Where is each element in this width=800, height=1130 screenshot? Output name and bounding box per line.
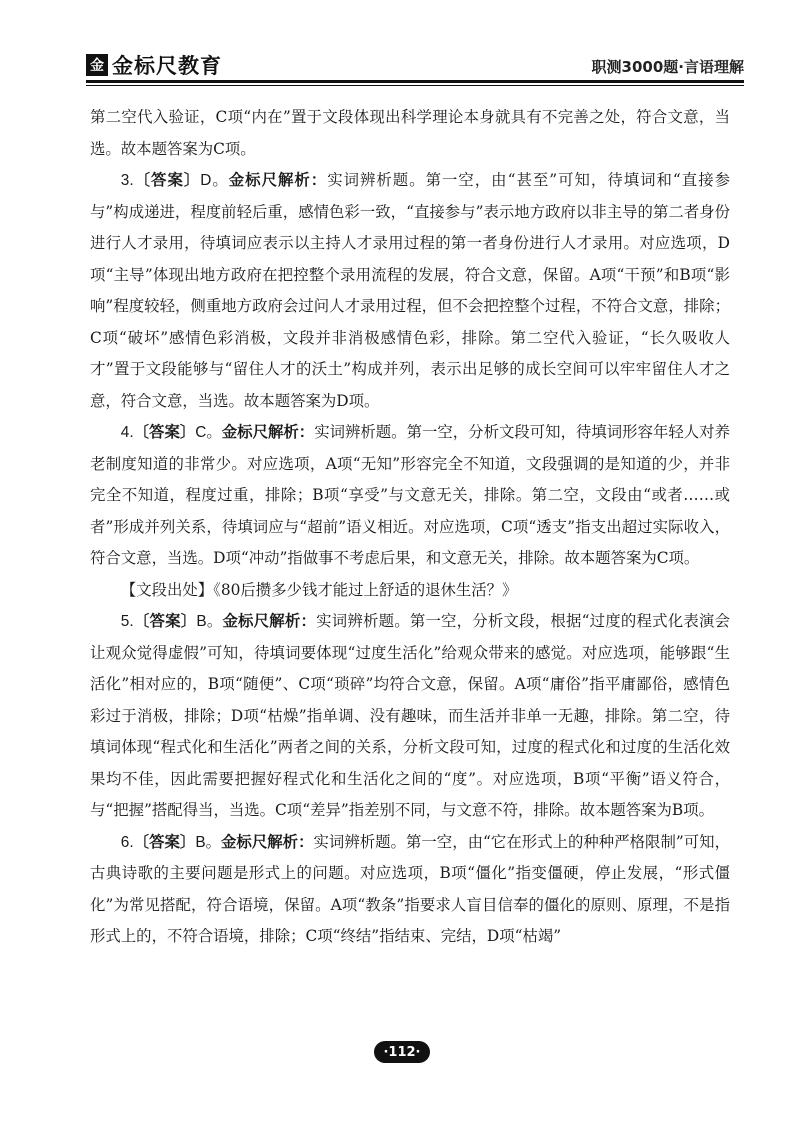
answer-explanations [90, 102, 730, 953]
analysis-label: 金标尺解析： [228, 171, 328, 189]
item-number: 4. [120, 424, 134, 441]
answer-item-4 [90, 417, 730, 575]
answer-tag: 〔答案〕 [133, 423, 196, 441]
analysis-body: 实词辨析题。第一空，分析文段可知，待填词形容年轻人对养老制度知道的非常少。对应选项，A项“无知”形容完全不知道，文段强调的是知道的少，并非完全不知道，程度过重，排除；B项“享受”与文意无关，排除。第二空，文段由“或者……或者”形成并列关系，待填词应与“超前”语义相近。对应选项，C项“透支”指支出超过实际收入，符合文意，当选。D项“冲动”指做事不考虑后果，和文意无关，排除。故本题答案为C项。 [90, 423, 730, 567]
brand-logo [86, 50, 222, 80]
item-number: 6. [120, 833, 134, 851]
paragraph-continued: 第二空代入验证，C项“内在”置于文段体现出科学理论本身就具有不完善之处，符合文意，当选。故本题答案为C项。 [90, 108, 730, 158]
source-citation: 【文段出处】《80后攒多少钱才能过上舒适的退休生活？》 [120, 580, 518, 599]
analysis-label: 金标尺解析： [222, 612, 317, 630]
logo-mark-icon: 金 [86, 54, 108, 76]
answer-letter: C。 [195, 424, 222, 441]
page-number: ·112· [374, 1041, 430, 1063]
analysis-body: 实词辨析题。第一空，由“甚至”可知，待填词和“直接参与”构成递进，程度前轻后重，感情色彩一致，“直接参与”表示地方政府以非主导的第二者身份进行人才录用，待填词应表示以主持人才录用过程的第一者身份进行人才录用。对应选项，D项“主导”体现出地方政府在把控整个录用流程的发展，符合文意，保留。A项“干预”和B项“影响”程度较轻，侧重地方政府会过问人才录用过程，但不会把控整个过程，不符合文意，排除；C项“破坏”感情色彩消极，文段并非消极感情色彩，排除。第二空代入验证，“长久吸收人才”置于文段能够与“留住人才的沃土”构成并列，表示出足够的成长空间可以牢牢留住人才之意，符合文意，当选。故本题答案为D项。 [90, 171, 730, 410]
header-divider [86, 80, 744, 83]
answer-item-6 [90, 827, 730, 953]
answer-tag: 〔答案〕 [133, 612, 197, 630]
answer-tag: 〔答案〕 [133, 832, 196, 851]
analysis-body: 实词辨析题。第一空，分析文段，根据“过度的程式化表演会让观众觉得虚假”可知，待填词要体现“过度生活化”给观众带来的感觉。对应选项，能够跟“生活化”相对应的，B项“随便”、C项“琐碎”均符合文意，保留。A项“庸俗”指平庸鄙俗，感情色彩过于消极，排除；D项“枯燥”指单调、没有趣味，而生活并非单一无趣，排除。第二空，待填词体现“程式化和生活化”两者之间的关系，分析文段可知，过度的程式化和过度的生活化效果均不佳，因此需要把握好程式化和生活化之间的“度”。对应选项，B项“平衡”语义符合，与“把握”搭配得当，当选。C项“差异”指差别不同，与文意不符，排除。故本题答案为B项。 [90, 612, 730, 819]
answer-item-5 [90, 606, 730, 827]
answer-tag: 〔答案〕 [133, 171, 201, 189]
answer-item-3 [90, 165, 730, 417]
analysis-body: 实词辨析题。第一空，由“它在形式上的种种严格限制”可知，古典诗歌的主要问题是形式上的问题。对应选项，B项“僵化”指变僵硬，停止发展，“形式僵化”为常见搭配，符合语境，保留。A项“教条”指要求人盲目信奉的僵化的原则、原理，不是指形式上的，不符合语境，排除；C项“终结”指结束、完结，D项“枯竭” [90, 832, 730, 945]
answer-letter: B。 [196, 613, 223, 630]
analysis-label: 金标尺解析： [221, 832, 314, 851]
item-number: 3. [120, 172, 134, 189]
header-divider-thin [86, 85, 744, 86]
answer-letter: B。 [195, 833, 222, 851]
item-number: 5. [120, 613, 134, 630]
logo-text: 金标尺教育 [112, 54, 222, 78]
answer-letter: D。 [200, 172, 229, 189]
series-title: 职测3000题·言语理解 [591, 58, 744, 76]
analysis-label: 金标尺解析： [221, 423, 315, 441]
page-header [58, 44, 744, 84]
